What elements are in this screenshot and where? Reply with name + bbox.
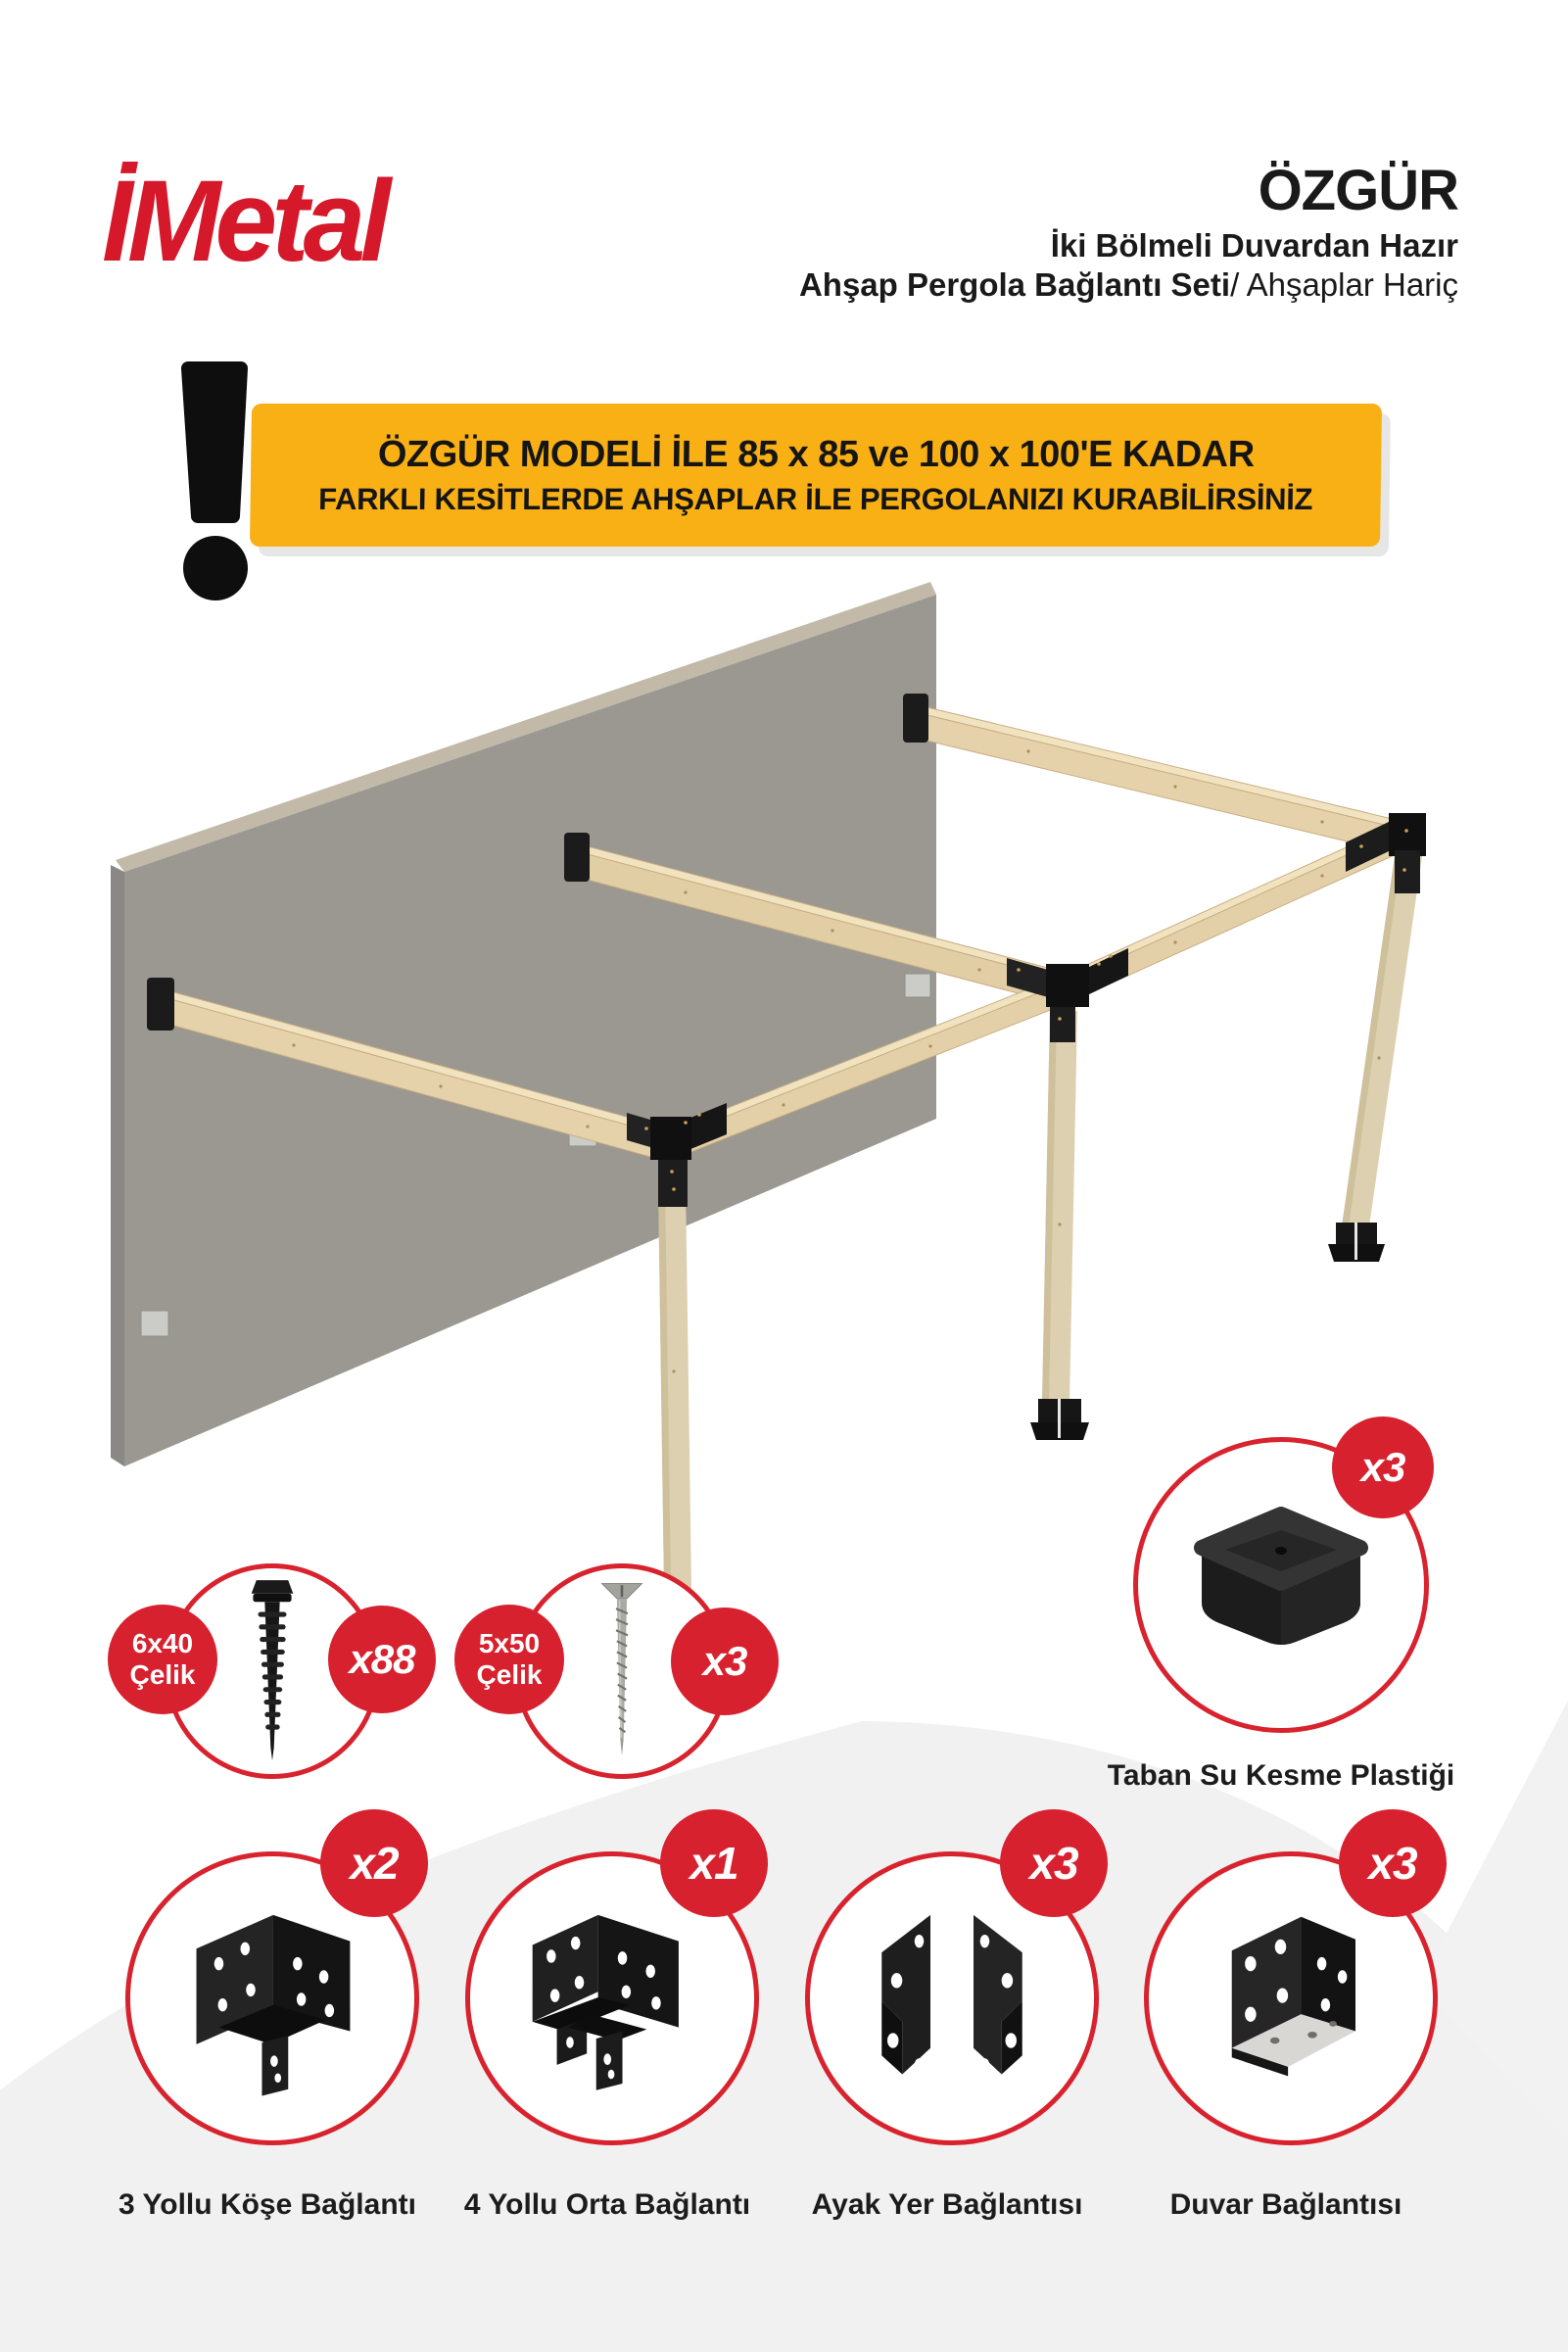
base-plate-count: x3 [1360,1444,1405,1490]
alert-line2: FARKLI KESİTLERDE AHŞAPLAR İLE PERGOLANIZI KURABİLİRSİNİZ [317,481,1313,516]
screw-5x50-spec-bubble [454,1605,564,1714]
screw-5x50-count: x3 [702,1638,747,1684]
subtitle-line2 [799,265,1458,305]
header-title-block [799,157,1458,305]
connector-3way-count: x2 [350,1838,399,1889]
screw-6x40-spec-bubble [108,1605,217,1714]
screw-5x50-count-badge [671,1608,779,1715]
screw-5x50-size: 5x50 [478,1627,541,1658]
screw-6x40-count: x88 [349,1636,415,1682]
screw-6x40-size: 6x40 [131,1627,194,1658]
screw-6x40-material: Çelik [129,1659,196,1690]
foot-bracket-label: Ayak Yer Bağlantısı [811,2188,1083,2221]
lag-screw-icon [241,1575,304,1767]
screw-5x50-material: Çelik [476,1659,543,1690]
base-plate-count-badge [1332,1416,1434,1518]
connector-3way-label: 3 Yollu Köşe Bağlantı [119,2188,416,2221]
wall-bracket-icon [1183,1891,1399,2106]
wall-bracket-count-badge [1339,1809,1447,1917]
foot-bracket-icon [844,1891,1060,2106]
middle-4way-icon [504,1891,720,2106]
base-plate-icon [1168,1487,1394,1683]
screw-6x40-count-badge [328,1606,436,1713]
subtitle-line2-regular: / Ahşaplar Hariç [1230,266,1458,303]
alert-banner [250,404,1382,547]
post-foot-icons [1030,1223,1385,1440]
connector-4way-label: 4 Yollu Orta Bağlantı [463,2188,751,2221]
subtitle-line1: İki Bölmeli Duvardan Hazır [1050,226,1458,264]
exclamation-icon [183,368,248,600]
wood-screw-icon [594,1575,649,1767]
foot-bracket-count: x3 [1029,1838,1078,1889]
foot-bracket-count-badge [1000,1809,1108,1917]
base-plate-label: Taban Su Kesme Plastiği [1107,1759,1455,1792]
connector-3way-count-badge [320,1809,428,1917]
wall-bracket-label: Duvar Bağlantısı [1169,2188,1402,2221]
subtitle-line2-bold: Ahşap Pergola Bağlantı Seti [798,266,1231,303]
corner-3way-icon [165,1891,380,2106]
connector-4way-count-badge [660,1809,768,1917]
brand-logo: İMetal [102,157,386,286]
model-name: ÖZGÜR [1258,159,1458,222]
connector-4way-count: x1 [689,1838,738,1889]
wall-bracket-count: x3 [1368,1838,1417,1889]
alert-line1: ÖZGÜR MODELİ İLE 85 x 85 ve 100 x 100'E KADAR [377,433,1255,475]
